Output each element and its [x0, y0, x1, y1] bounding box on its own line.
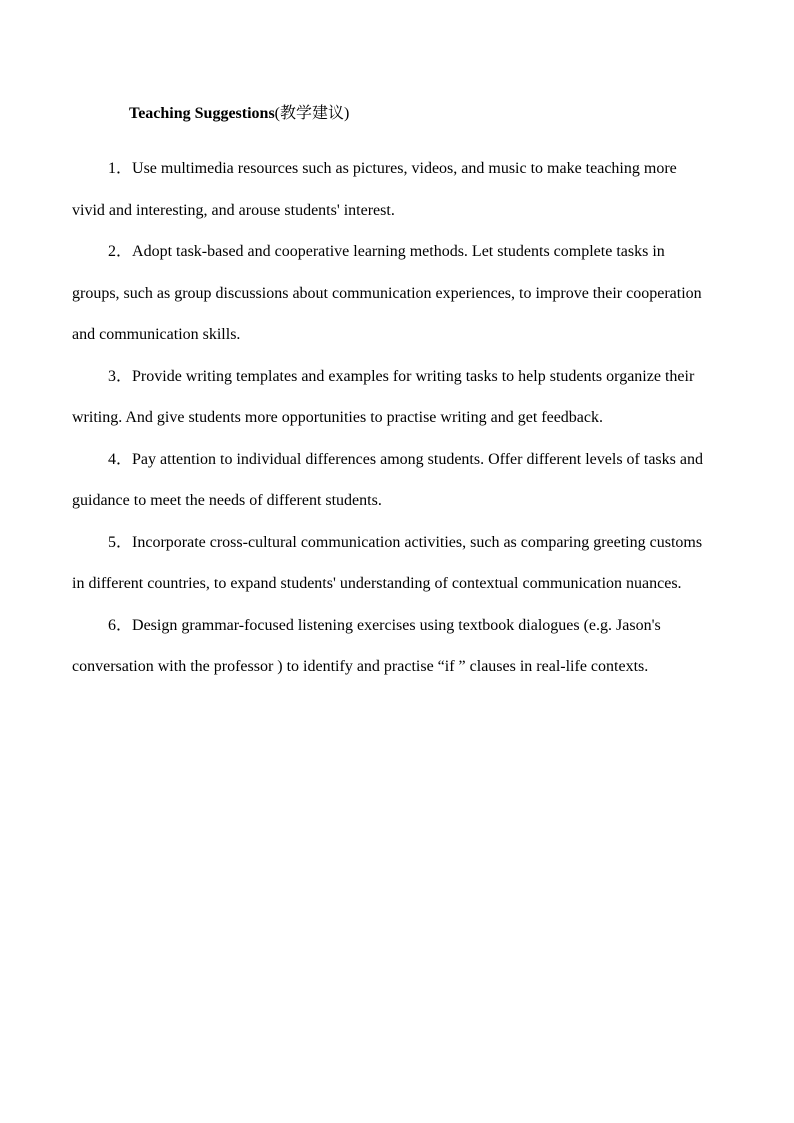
suggestion-item-6: [72, 605, 712, 688]
suggestion-text: Adopt task-based and cooperative learning methods. Let students complete tasks in groups, such as group discussions about communication experiences, to improve their cooperation and communication skills.: [72, 243, 702, 343]
heading-chinese-note: (教学建议): [274, 105, 350, 122]
suggestion-number: 6．: [108, 616, 133, 634]
heading-title: Teaching Suggestions: [129, 105, 275, 122]
suggestions-list: [72, 148, 712, 688]
suggestion-text: Design grammar-focused listening exercises using textbook dialogues (e.g. Jason's conversation with the professor ) to identify and practise “if ” clauses in real-life contexts.: [72, 616, 661, 675]
section-heading: [129, 103, 349, 125]
suggestion-number: 5．: [108, 533, 133, 551]
suggestion-item-4: [72, 439, 712, 522]
suggestion-number: 3．: [108, 367, 133, 385]
suggestion-text: Incorporate cross-cultural communication activities, such as comparing greeting customs in different countries, to expand students' understanding of contextual communication nuances.: [72, 533, 703, 592]
suggestion-number: 4．: [108, 450, 133, 468]
suggestion-text: Provide writing templates and examples for writing tasks to help students organize their writing. And give students more opportunities to practise writing and get feedback.: [72, 367, 695, 426]
suggestion-number: 1．: [108, 160, 133, 177]
suggestion-item-1: [72, 148, 712, 231]
suggestion-item-2: [72, 231, 712, 356]
suggestion-item-3: [72, 356, 712, 439]
suggestion-item-5: [72, 522, 712, 605]
suggestion-text: Pay attention to individual differences among students. Offer different levels of tasks and guidance to meet the needs of different students.: [72, 450, 703, 509]
suggestion-text: Use multimedia resources such as pictures, videos, and music to make teaching more vivid and interesting, and arouse students' interest.: [72, 160, 677, 219]
suggestion-number: 2．: [108, 243, 133, 260]
